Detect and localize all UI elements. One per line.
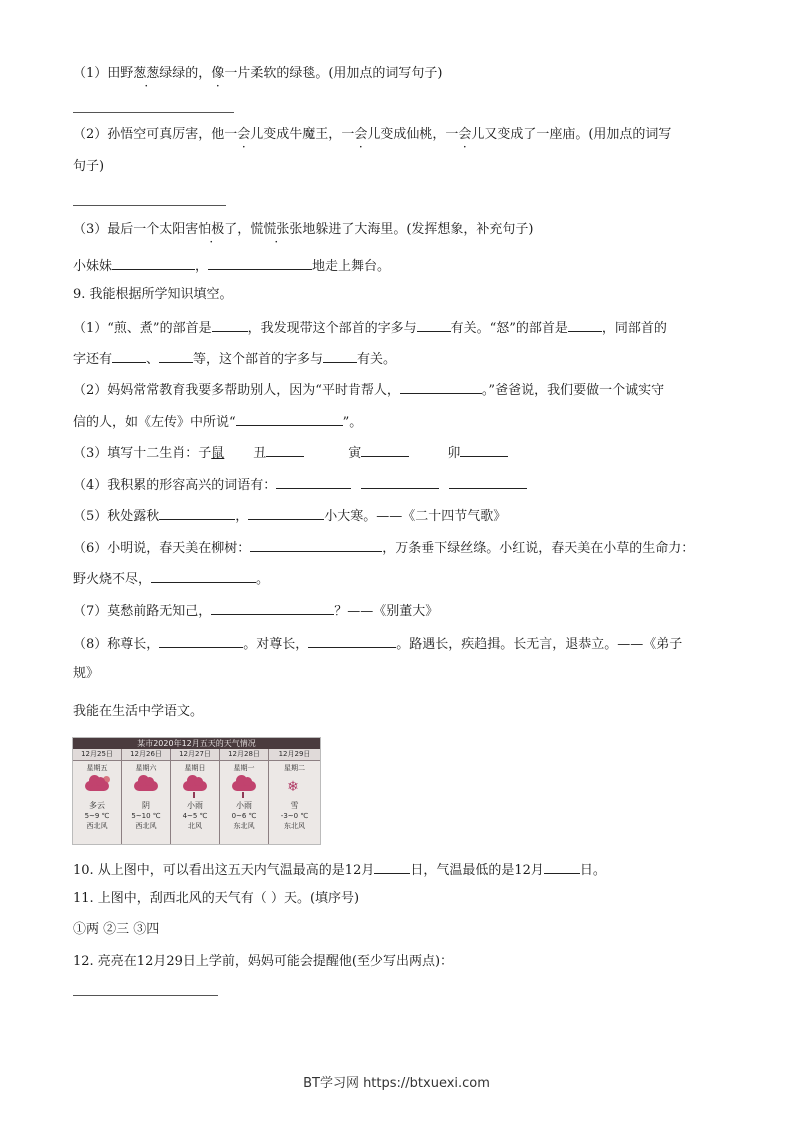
q8-item-2: （2）孙悟空可真厉害，他一会儿变成牛魔王，一会儿变成仙桃，一会儿又变成了一座庙。(用加点的词写 xyxy=(73,127,672,142)
q10: 10. 从上图中，可以看出这五天内气温最高的是12月 日，气温最低的是12月 日。 xyxy=(73,859,606,880)
weather-day xyxy=(122,749,171,844)
partly-cloudy-icon xyxy=(73,775,121,801)
weather-day xyxy=(73,749,122,844)
blank[interactable] xyxy=(159,505,235,520)
q11: 11. 上图中，刮西北风的天气有（ ）天。(填序号) xyxy=(73,891,360,906)
blank[interactable] xyxy=(211,600,334,615)
weather-wind: 东北风 xyxy=(284,822,305,830)
weather-temp: 5~10 ℃ xyxy=(131,812,161,820)
blank[interactable] xyxy=(361,442,409,457)
weather-condition: 小雨 xyxy=(236,801,252,810)
weather-weekday: 星期五 xyxy=(86,764,108,772)
blank[interactable] xyxy=(568,317,602,332)
blank[interactable] xyxy=(208,255,312,270)
blank[interactable] xyxy=(159,633,243,648)
q9-title: 9. 我能根据所学知识填空。 xyxy=(73,287,233,302)
light-rain-icon xyxy=(220,775,268,801)
weather-condition: 多云 xyxy=(89,801,105,810)
q12: 12. 亮亮在12月29日上学前，妈妈可能会提醒他(至少写出两点)： xyxy=(73,954,454,969)
weather-wind: 东北风 xyxy=(233,822,255,830)
weather-weekday: 星期一 xyxy=(233,764,255,772)
weather-wind: 西北风 xyxy=(135,822,157,830)
blank[interactable] xyxy=(236,411,343,426)
weather-day xyxy=(220,749,269,844)
weather-weekday: 星期日 xyxy=(184,764,206,772)
blank[interactable] xyxy=(159,348,193,363)
weather-condition: 阴 xyxy=(142,801,150,810)
weather-temp: 4~5 ℃ xyxy=(182,812,208,820)
weather-date: 12月25日 xyxy=(73,749,121,761)
q9-item-1: （1）“煎、煮”的部首是 ，我发现带这个部首的字多与 有关。“怒”的部首是 ，同部首的 xyxy=(73,317,667,338)
weather-condition: 雪 xyxy=(290,801,299,810)
weather-date: 12月26日 xyxy=(122,749,170,761)
weather-table-image xyxy=(72,737,321,845)
blank[interactable] xyxy=(449,474,527,489)
page-footer: BT学习网 https://btxuexi.com xyxy=(303,1076,490,1091)
q9-item-4: （4）我积累的形容高兴的词语有： xyxy=(73,474,527,495)
blank[interactable] xyxy=(323,348,357,363)
q9-item-6: （6）小明说，春天美在柳树： ，万条垂下绿丝绦。小红说，春天美在小草的生命力： xyxy=(73,537,694,558)
q9-item-6-cont: 野火烧不尽， 。 xyxy=(73,568,269,589)
weather-temp: 0~6 ℃ xyxy=(231,812,257,820)
weather-temp: -3~0 ℃ xyxy=(280,812,309,820)
blank[interactable] xyxy=(544,859,580,874)
blank[interactable] xyxy=(212,317,248,332)
blank[interactable] xyxy=(417,317,451,332)
q9-item-8: （8）称尊长， 。对尊长， 。路遇长，疾趋揖。长无言，退恭立。——《弟子 xyxy=(73,633,682,654)
blank[interactable] xyxy=(400,379,482,394)
weather-date: 12月28日 xyxy=(220,749,268,761)
blank[interactable] xyxy=(460,442,508,457)
weather-weekday: 星期二 xyxy=(284,764,305,772)
answer-line-q12[interactable] xyxy=(73,995,218,996)
weather-date: 12月29日 xyxy=(269,749,320,761)
q8-item-1: （1）田野葱葱绿绿的，像一片柔软的绿毯。(用加点的词写句子) xyxy=(73,66,443,81)
blank[interactable] xyxy=(276,474,351,489)
q9-item-8-cont: 规》 xyxy=(73,666,100,681)
cloudy-icon xyxy=(122,775,170,801)
q11-options: ①两 ②三 ③四 xyxy=(73,922,160,937)
q9-item-1-cont: 字还有 、 等，这个部首的字多与 有关。 xyxy=(73,348,396,369)
weather-date: 12月27日 xyxy=(171,749,219,761)
weather-weekday: 星期六 xyxy=(135,764,157,772)
blank[interactable] xyxy=(112,348,146,363)
q8-item-3-fill: 小妹妹 ， 地走上舞台。 xyxy=(73,255,390,276)
snow-icon: ❄ xyxy=(287,779,299,795)
answer-line-1[interactable] xyxy=(73,112,234,113)
weather-condition: 小雨 xyxy=(187,801,203,810)
q9-item-7: （7）莫愁前路无知己， ？——《别董大》 xyxy=(73,600,438,621)
q8-item-2-cont: 句子) xyxy=(73,159,105,174)
q9-item-3: （3）填写十二生肖：子鼠 丑 寅 卯 xyxy=(73,442,508,463)
weather-title: 某市2020年12月五天的天气情况 xyxy=(73,738,320,749)
blank[interactable] xyxy=(248,505,324,520)
q8-item-3: （3）最后一个太阳害怕极了，慌慌张张地躲进了大海里。(发挥想象，补充句子) xyxy=(73,222,534,237)
blank[interactable] xyxy=(361,474,439,489)
section-title: 我能在生活中学语文。 xyxy=(73,704,204,719)
answer-line-2[interactable] xyxy=(73,205,226,206)
weather-temp: 5~9 ℃ xyxy=(84,812,110,820)
q9-item-2: （2）妈妈常常教育我要多帮助别人，因为“平时肯帮人， 。”爸爸说，我们要做一个诚实守 xyxy=(73,379,664,400)
blank[interactable] xyxy=(112,255,195,270)
filled-answer: 鼠 xyxy=(211,446,225,461)
weather-day xyxy=(269,749,320,844)
weather-day xyxy=(171,749,220,844)
blank[interactable] xyxy=(308,633,396,648)
q9-item-5: （5）秋处露秋 ， 小大寒。——《二十四节气歌》 xyxy=(73,505,506,526)
blank[interactable] xyxy=(151,568,256,583)
blank[interactable] xyxy=(250,537,382,552)
weather-wind: 北风 xyxy=(188,822,202,830)
q9-item-2-cont: 信的人，如《左传》中所说“ ”。 xyxy=(73,411,362,432)
blank[interactable] xyxy=(374,859,410,874)
blank[interactable] xyxy=(266,442,304,457)
light-rain-icon xyxy=(171,775,219,801)
weather-wind: 西北风 xyxy=(86,822,108,830)
